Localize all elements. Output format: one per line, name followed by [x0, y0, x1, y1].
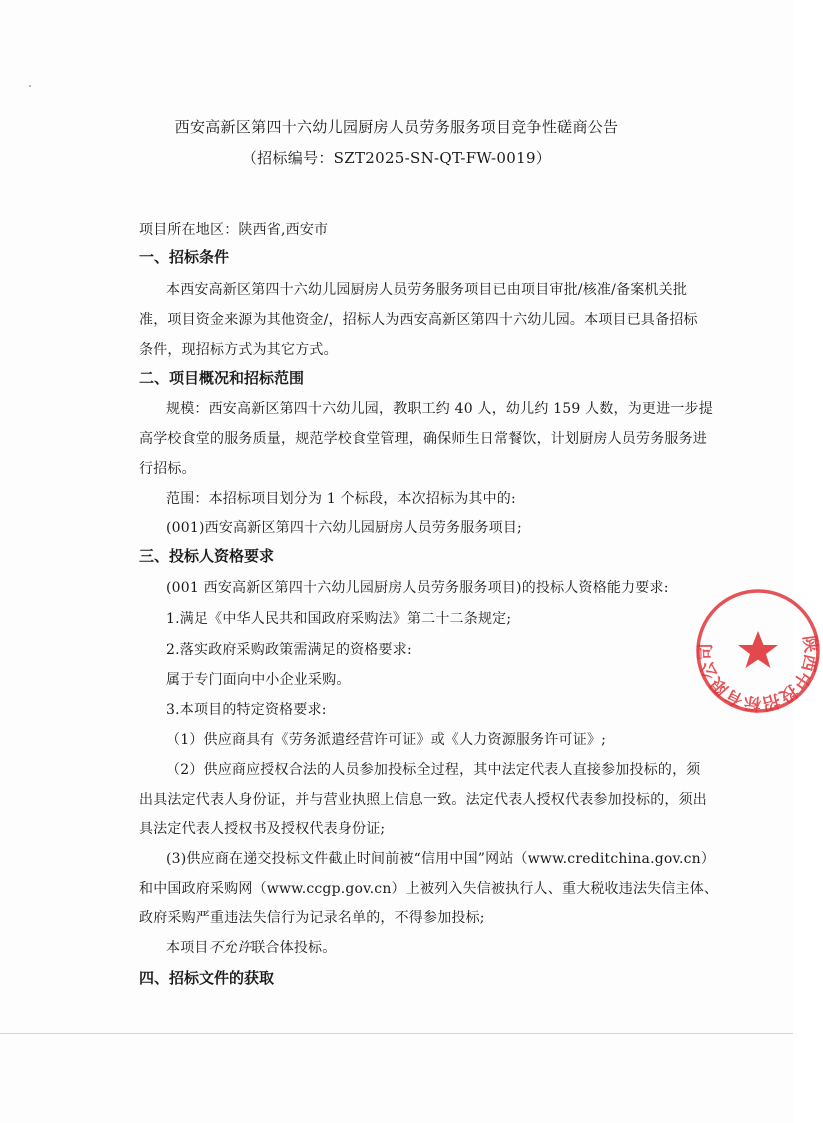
paragraph-line: 3.本项目的特定资格要求: — [166, 702, 327, 718]
scan-speck — [29, 85, 31, 87]
paragraph-line: 出具法定代表人身份证，并与营业执照上信息一致。法定代表人授权代表参加投标的，须出 — [139, 792, 707, 808]
paragraph-line: 高学校食堂的服务质量，规范学校食堂管理，确保师生日常餐饮，计划厨房人员劳务服务进 — [139, 431, 707, 447]
paragraph-line: 政府采购严重违法失信行为记录名单的，不得参加投标; — [139, 910, 485, 926]
paragraph-line: 规模：西安高新区第四十六幼儿园，教职工约 40 人，幼儿约 159 人数，为更进一步提 — [166, 401, 713, 417]
document-title: 西安高新区第四十六幼儿园厨房人员劳务服务项目竞争性磋商公告 — [174, 118, 619, 136]
text-run: 联合体投标。 — [251, 940, 337, 956]
company-seal — [693, 586, 823, 716]
section-heading-4: 四、招标文件的获取 — [139, 969, 275, 987]
paragraph-line: （2）供应商应授权合法的人员参加投标全过程，其中法定代表人直接参加投标的，须 — [166, 762, 701, 778]
paragraph-line: 条件，现招标方式为其它方式。 — [139, 342, 338, 358]
section-heading-3: 三、投标人资格要求 — [139, 547, 275, 565]
paragraph-line: 2.落实政府采购政策需满足的资格要求: — [166, 642, 412, 658]
section-heading-2: 二、项目概况和招标范围 — [139, 369, 305, 387]
paragraph-line — [166, 937, 336, 957]
paragraph-line: 1.满足《中华人民共和国政府采购法》第二十二条规定; — [166, 611, 512, 627]
text-run: 本项目 — [166, 940, 209, 956]
paragraph-line: 行招标。 — [139, 461, 196, 477]
seal-text: 陕西中投招标有限公司 — [695, 634, 821, 714]
paragraph-line: (001 西安高新区第四十六幼儿园厨房人员劳务服务项目)的投标人资格能力要求: — [166, 580, 669, 596]
seal-star-icon — [738, 631, 778, 668]
paragraph-line: 属于专门面向中小企业采购。 — [166, 672, 351, 688]
paragraph-line: (001)西安高新区第四十六幼儿园厨房人员劳务服务项目; — [166, 520, 522, 536]
footer-divider — [0, 1033, 793, 1034]
handwritten-text-run: 不允许 — [208, 940, 252, 956]
project-region: 项目所在地区：陕西省,西安市 — [139, 222, 329, 238]
section-heading-1: 一、招标条件 — [139, 248, 230, 266]
paragraph-line: （1）供应商具有《劳务派遣经营许可证》或《人力资源服务许可证》; — [166, 732, 607, 748]
paragraph-line: (3)供应商在递交投标文件截止时间前被“信用中国”网站（www.creditchina.gov.cn） — [166, 851, 716, 867]
paragraph-line: 和中国政府采购网（www.ccgp.gov.cn）上被列入失信被执行人、重大税收违法失信主体、 — [139, 881, 719, 897]
paragraph-line: 具法定代表人授权书及授权代表身份证; — [139, 821, 386, 837]
tender-code: （招标编号：SZT2025-SN-QT-FW-0019） — [241, 149, 552, 167]
paragraph-line: 范围：本招标项目划分为 1 个标段，本次招标为其中的: — [166, 491, 516, 507]
paragraph-line: 本西安高新区第四十六幼儿园厨房人员劳务服务项目已由项目审批/核准/备案机关批 — [166, 282, 688, 298]
paragraph-line: 准，项目资金来源为其他资金/，招标人为西安高新区第四十六幼儿园。本项目已具备招标 — [139, 312, 698, 328]
